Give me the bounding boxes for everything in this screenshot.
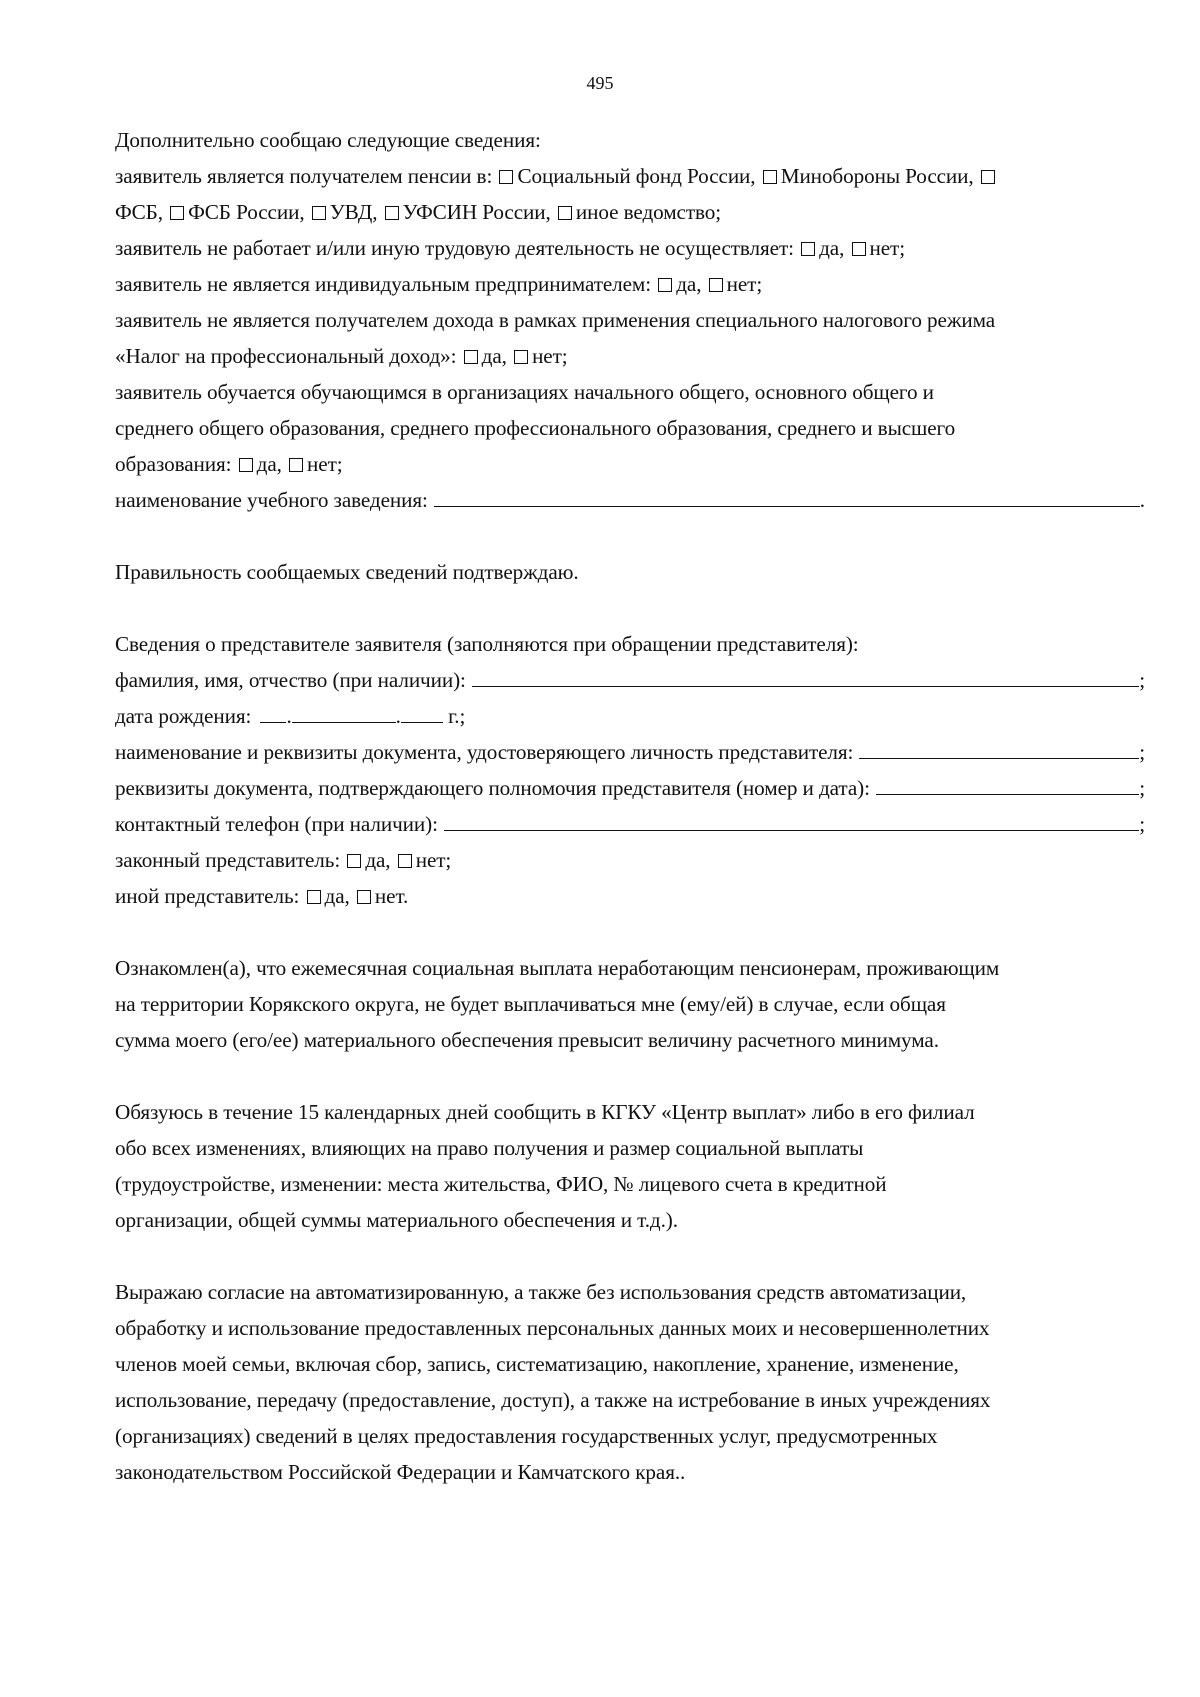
- other-representative-label: иной представитель:: [115, 884, 300, 908]
- paragraph-line: сумма моего (его/ее) материального обеспечения превысит величину расчетного минимума.: [115, 1028, 939, 1052]
- notice-paragraph: [115, 950, 1145, 1058]
- paragraph-line: законодательством Российской Федерации и Камчатского края..: [115, 1460, 686, 1484]
- rep-authority-line: [115, 770, 1145, 806]
- yes-label: да,: [676, 272, 702, 296]
- confirm-statement: Правильность сообщаемых сведений подтверждаю.: [115, 560, 579, 584]
- checkbox-fsb[interactable]: [981, 170, 995, 184]
- paragraph-line: членов моей семьи, включая сбор, запись, систематизацию, накопление, хранение, изменение,: [115, 1352, 959, 1376]
- checkbox-other-no[interactable]: [357, 890, 371, 904]
- obligation-paragraph: [115, 1094, 1145, 1238]
- checkbox-fsb-russia[interactable]: [170, 206, 184, 220]
- paragraph-line: Ознакомлен(а), что ежемесячная социальная выплата неработающим пенсионерам, проживающим: [115, 956, 1000, 980]
- paragraph-line: (организациях) сведений в целях предоставления государственных услуг, предусмотренных: [115, 1424, 938, 1448]
- birth-year-suffix: г.;: [448, 704, 466, 728]
- tax-regime-line-2: [115, 338, 1145, 374]
- rep-phone-line: [115, 806, 1145, 842]
- rep-doc-label: наименование и реквизиты документа, удостоверяющего личность представителя:: [115, 740, 854, 764]
- rep-fio-line: [115, 662, 1145, 698]
- no-label: нет;: [532, 344, 568, 368]
- checkbox-student-no[interactable]: [289, 458, 303, 472]
- checkbox-student-yes[interactable]: [239, 458, 253, 472]
- checkbox-not-working-no[interactable]: [852, 242, 866, 256]
- checkbox-other-agency[interactable]: [558, 206, 572, 220]
- option-uvd: УВД,: [329, 200, 378, 224]
- representative-heading: Сведения о представителе заявителя (заполняются при обращении представителя):: [115, 632, 859, 656]
- paragraph-line: Выражаю согласие на автоматизированную, а также без использования средств автоматизации,: [115, 1280, 967, 1304]
- yes-label: да,: [819, 236, 845, 260]
- student-line-3: [115, 446, 1145, 482]
- page-number: 495: [586, 73, 614, 93]
- student-lead: образования:: [115, 452, 232, 476]
- date-separator: .: [286, 704, 292, 728]
- option-fsb-russia: ФСБ России,: [188, 200, 305, 224]
- tax-regime-line-1: заявитель не является получателем дохода в рамках применения специального налогового режима: [115, 308, 996, 332]
- paragraph-line: обо всех изменениях, влияющих на право получения и размер социальной выплаты: [115, 1136, 864, 1160]
- school-name-label: наименование учебного заведения:: [115, 488, 428, 512]
- no-label: нет;: [869, 236, 905, 260]
- not-working-line: [115, 230, 1145, 266]
- tax-regime-lead: «Налог на профессиональный доход»:: [115, 344, 457, 368]
- paragraph-line: организации, общей суммы материального обеспечения и т.д.).: [115, 1208, 678, 1232]
- rep-fio-field[interactable]: [472, 664, 1139, 687]
- checkbox-legal-yes[interactable]: [347, 854, 361, 868]
- birth-year-field[interactable]: [401, 700, 443, 723]
- rep-doc-line: [115, 734, 1145, 770]
- rep-fio-label: фамилия, имя, отчество (при наличии):: [115, 668, 466, 692]
- checkbox-social-fund[interactable]: [499, 170, 513, 184]
- pension-line-2: [115, 194, 1145, 230]
- checkbox-uvd[interactable]: [312, 206, 326, 220]
- checkbox-tax-regime-no[interactable]: [514, 350, 528, 364]
- yes-label: да,: [365, 848, 391, 872]
- rep-birth-label: дата рождения:: [115, 704, 252, 728]
- student-line-2: среднего общего образования, среднего профессионального образования, среднего и высшего: [115, 416, 956, 440]
- paragraph-line: (трудоустройстве, изменении: места жительства, ФИО, № лицевого счета в кредитной: [115, 1172, 887, 1196]
- line-end: ;: [1139, 668, 1145, 692]
- yes-label: да,: [324, 884, 350, 908]
- legal-representative-line: [115, 842, 1145, 878]
- checkbox-not-entrepreneur-yes[interactable]: [658, 278, 672, 292]
- not-entrepreneur-line: [115, 266, 1145, 302]
- confirm-section: [115, 554, 1145, 590]
- birth-month-field[interactable]: [292, 700, 396, 723]
- pension-lead: заявитель является получателем пенсии в:: [115, 164, 493, 188]
- pension-line-1: [115, 158, 1145, 194]
- no-label: нет;: [415, 848, 452, 872]
- not-entrepreneur-lead: заявитель не является индивидуальным предпринимателем:: [115, 272, 652, 296]
- additional-info-section: [115, 122, 1145, 518]
- rep-phone-field[interactable]: [444, 808, 1139, 831]
- no-label: нет.: [374, 884, 409, 908]
- no-label: нет;: [726, 272, 763, 296]
- school-name-line: [115, 482, 1145, 518]
- option-other-agency: иное ведомство;: [575, 200, 722, 224]
- legal-representative-label: законный представитель:: [115, 848, 341, 872]
- rep-birth-line: [115, 698, 1145, 734]
- checkbox-legal-no[interactable]: [398, 854, 412, 868]
- line-end: ;: [1139, 812, 1145, 836]
- no-label: нет;: [307, 452, 343, 476]
- student-line-1: заявитель обучается обучающимся в организациях начального общего, основного общего и: [115, 380, 934, 404]
- line-end: ;: [1139, 740, 1145, 764]
- rep-authority-label: реквизиты документа, подтверждающего полномочия представителя (номер и дата):: [115, 776, 870, 800]
- paragraph-line: на территории Корякского округа, не будет выплачиваться мне (ему/ей) в случае, если общая: [115, 992, 946, 1016]
- checkbox-other-yes[interactable]: [307, 890, 321, 904]
- paragraph-line: Обязуюсь в течение 15 календарных дней сообщить в КГКУ «Центр выплат» либо в его филиал: [115, 1100, 975, 1124]
- option-social-fund: Социальный фонд России,: [517, 164, 756, 188]
- yes-label: да,: [481, 344, 507, 368]
- school-name-end: .: [1139, 488, 1145, 512]
- line-end: ;: [1139, 776, 1145, 800]
- representative-section: [115, 626, 1145, 914]
- school-name-field[interactable]: [434, 484, 1140, 507]
- rep-doc-field[interactable]: [859, 736, 1139, 759]
- option-defense-ministry: Минобороны России,: [780, 164, 974, 188]
- option-ufsin: УФСИН России,: [402, 200, 551, 224]
- checkbox-tax-regime-yes[interactable]: [464, 350, 478, 364]
- date-separator: .: [395, 704, 401, 728]
- checkbox-not-entrepreneur-no[interactable]: [709, 278, 723, 292]
- paragraph-line: обработку и использование предоставленных персональных данных моих и несовершеннолетних: [115, 1316, 990, 1340]
- not-working-lead: заявитель не работает и/или иную трудовую деятельность не осуществляет:: [115, 236, 794, 260]
- rep-authority-field[interactable]: [876, 772, 1139, 795]
- consent-paragraph: [115, 1274, 1145, 1490]
- checkbox-not-working-yes[interactable]: [801, 242, 815, 256]
- checkbox-defense-ministry[interactable]: [763, 170, 777, 184]
- section-heading: Дополнительно сообщаю следующие сведения:: [115, 128, 541, 152]
- yes-label: да,: [256, 452, 282, 476]
- option-fsb: ФСБ,: [115, 200, 163, 224]
- birth-day-field[interactable]: [260, 700, 286, 723]
- rep-phone-label: контактный телефон (при наличии):: [115, 812, 438, 836]
- other-representative-line: [115, 878, 1145, 914]
- paragraph-line: использование, передачу (предоставление, доступ), а также на истребование в иных учреждениях: [115, 1388, 991, 1412]
- checkbox-ufsin[interactable]: [385, 206, 399, 220]
